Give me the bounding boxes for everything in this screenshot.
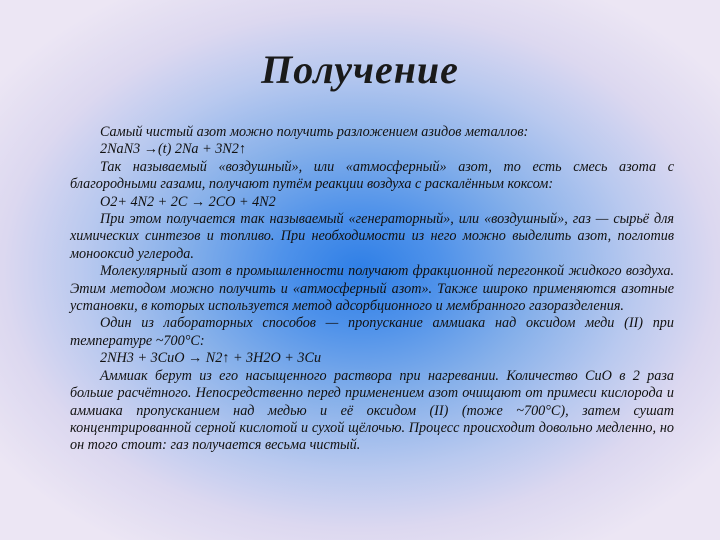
paragraph-atmospheric-nitrogen: Так называемый «воздушный», или «атмосферный» азот, то есть смесь азота с благородными газами, получают путём реакции воздуха с раскалённым коксом: (70, 158, 674, 193)
equation-ammonia-oxidation: 2NH3 + 3CuO → N2↑ + 3H2O + 3Cu (100, 350, 322, 367)
slide-title: Получение (261, 47, 459, 92)
paragraph-generator-gas: При этом получается так называемый «генераторный», или «воздушный», газ — сырьё для химических синтезов и топливо. При необходимости из него можно выделить азот, поглотив монооксид углерода. (70, 211, 674, 262)
equation-coke-reaction: O2+ 4N2 + 2C → 2CO + 4N2 (100, 193, 276, 210)
equation-azide-decomposition: 2NaN3 →(t) 2Na + 3N2↑ (100, 141, 246, 158)
paragraph-industrial-method: Молекулярный азот в промышленности получают фракционной перегонкой жидкого воздуха. Этим методом можно получить и «атмосферный азот». Также широко применяются азотные установки, в которых используется метод адсорбционного и мембранного газоразделения. (70, 263, 674, 315)
paragraph-purification: Аммиак берут из его насыщенного раствора при нагревании. Количество CuO в 2 раза больше расчётного. Непосредственно перед применением азот очищают от примеси кислорода и аммиака пропусканием над медью и её оксидом (II) (тоже ~700°С), затем сушат концентрированной серной кислотой и сухой щёлочью. Процесс происходит довольно медленно, но он того стоит: газ получается весьма чистый. (70, 367, 674, 454)
paragraph-intro: Самый чистый азот можно получить разложением азидов металлов: (100, 124, 529, 140)
slide-body (70, 124, 674, 455)
paragraph-lab-method: Один из лабораторных способов — пропускание аммиака над оксидом меди (II) при температуре ~700°С: (70, 315, 674, 349)
